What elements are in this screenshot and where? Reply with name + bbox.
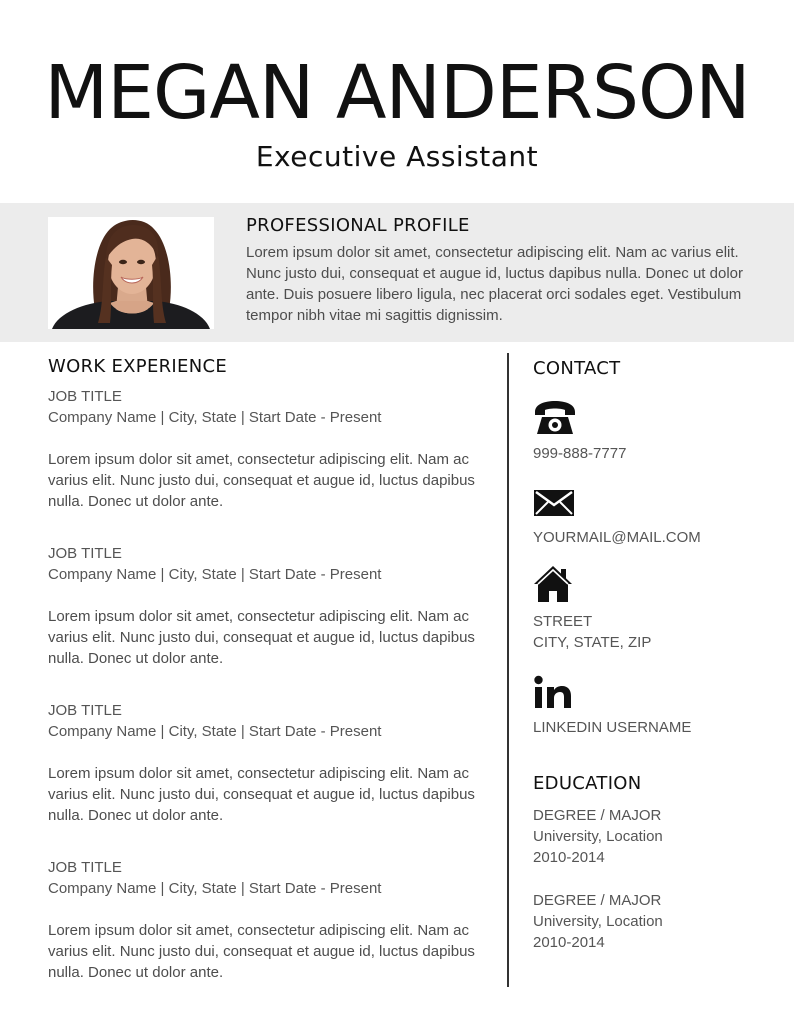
candidate-role: Executive Assistant [255, 140, 539, 173]
phone-icon [533, 400, 577, 436]
education-entry [533, 890, 663, 953]
email-address: YOURMAIL@MAIL.COM [533, 529, 701, 546]
education-years: 2010-2014 [533, 934, 605, 951]
education-school: University, Location [533, 913, 663, 930]
profile-band [0, 203, 794, 342]
job-description: Lorem ipsum dolor sit amet, consectetur adipiscing elit. Nam ac varius elit. Nunc justo dui, consequat et augue id, luctus dapibus nulla. Donec ut dolor ante. [48, 922, 475, 981]
street-address: STREET [533, 613, 593, 630]
job-description: Lorem ipsum dolor sit amet, consectetur adipiscing elit. Nam ac varius elit. Nunc justo dui, consequat et augue id, luctus dapibus nulla. Donec ut dolor ante. [48, 451, 475, 510]
job-meta: Company Name | City, State | Start Date - Present [48, 723, 382, 740]
home-icon [533, 564, 573, 604]
profile-heading: PROFESSIONAL PROFILE [246, 215, 470, 236]
job-entry [48, 857, 488, 983]
job-entry [48, 700, 488, 826]
contact-heading: CONTACT [533, 358, 621, 379]
education-entry [533, 805, 663, 868]
job-entry [48, 543, 488, 669]
education-heading: EDUCATION [533, 773, 642, 794]
job-description: Lorem ipsum dolor sit amet, consectetur adipiscing elit. Nam ac varius elit. Nunc justo dui, consequat et augue id, luctus dapibus nulla. Donec ut dolor ante. [48, 765, 475, 824]
city-state-zip: CITY, STATE, ZIP [533, 634, 652, 651]
mail-icon [533, 489, 575, 517]
linkedin-username: LINKEDIN USERNAME [533, 719, 692, 736]
column-divider [507, 353, 509, 987]
candidate-name: MEGAN ANDERSON [44, 50, 750, 136]
education-years: 2010-2014 [533, 849, 605, 866]
education-degree: DEGREE / MAJOR [533, 807, 662, 824]
job-title: JOB TITLE [48, 702, 122, 719]
work-experience-heading: WORK EXPERIENCE [48, 356, 228, 377]
education-degree: DEGREE / MAJOR [533, 892, 662, 909]
profile-text: Lorem ipsum dolor sit amet, consectetur adipiscing elit. Nam ac varius elit. Nunc justo dui, consequat et augue id, luctus dapibus nulla. Donec ut dolor ante. Duis posuere libero ligula, nec placerat orci sodales eget. Vestibulum tempor nibh vitae mi sagittis dignissim. [246, 244, 743, 324]
education-school: University, Location [533, 828, 663, 845]
job-title: JOB TITLE [48, 545, 122, 562]
job-title: JOB TITLE [48, 388, 122, 405]
phone-number: 999-888-7777 [533, 445, 627, 462]
job-list [48, 386, 488, 1014]
job-meta: Company Name | City, State | Start Date - Present [48, 880, 382, 897]
job-description: Lorem ipsum dolor sit amet, consectetur adipiscing elit. Nam ac varius elit. Nunc justo dui, consequat et augue id, luctus dapibus nulla. Donec ut dolor ante. [48, 608, 475, 667]
linkedin-icon [533, 675, 573, 709]
job-entry [48, 386, 488, 512]
job-title: JOB TITLE [48, 859, 122, 876]
job-meta: Company Name | City, State | Start Date - Present [48, 409, 382, 426]
person-photo-illustration [48, 217, 214, 329]
profile-photo [48, 217, 214, 329]
job-meta: Company Name | City, State | Start Date - Present [48, 566, 382, 583]
